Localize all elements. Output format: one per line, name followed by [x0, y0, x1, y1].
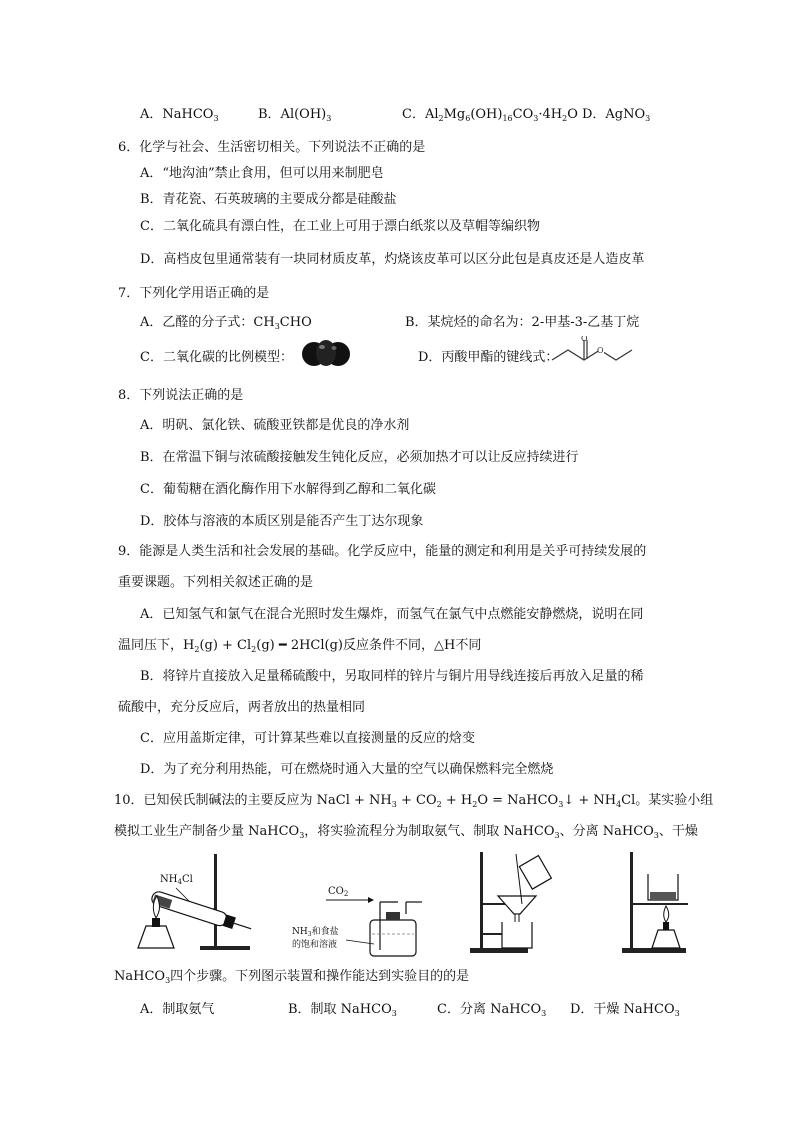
q5-option-c: C．$Al_2Mg_6(OH)_{16}CO_3\cdot 4H_2O$ — [402, 107, 578, 123]
q10-option-a: A．制取氨气 — [140, 1002, 215, 1017]
q8-option-a: A．明矾、氯化铁、硫酸亚铁都是优良的净水剂 — [140, 418, 410, 433]
q7-option-a: A．乙醛的分子式：$CH_3CHO$ — [140, 315, 312, 331]
q8-option-b: B．在常温下铜与浓硫酸接触发生钝化反应，必须加热才可以让反应持续进行 — [140, 450, 579, 465]
apparatus-a-heating-nh4cl — [130, 848, 260, 958]
apparatus-d-drying — [618, 850, 708, 955]
q5-option-a: A．NaHCO$_3$ — [140, 107, 219, 123]
q9-option-b-line2: 硫酸中，充分反应后，两者放出的热量相同 — [118, 700, 366, 715]
q10-option-d: D．干燥 NaHCO$_3$ — [570, 1002, 680, 1018]
methyl-propanoate-skeletal-formula — [548, 336, 640, 370]
q6-option-b: B．青花瓷、石英玻璃的主要成分都是硅酸盐 — [140, 192, 397, 207]
q10-option-b: B．制取 NaHCO$_3$ — [288, 1002, 397, 1018]
q8-option-c: C．葡萄糖在酒化酶作用下水解得到乙醇和二氧化碳 — [140, 482, 436, 497]
q6-option-a: A．“地沟油”禁止食用，但可以用来制肥皂 — [140, 166, 384, 181]
q6-option-d: D．高档皮包里通常装有一块同材质皮革，灼烧该皮革可以区分此包是真皮还是人造皮革 — [140, 252, 645, 267]
svg-text:NH3和食盐: $NH_3$和食盐 — [292, 927, 339, 938]
q5-option-d: D．AgNO$_3$ — [582, 107, 651, 123]
co2-space-filling-model — [300, 337, 352, 369]
q8-stem: 8．下列说法正确的是 — [118, 388, 244, 403]
q6-stem: 6．化学与社会、生活密切相关。下列说法不正确的是 — [118, 140, 426, 155]
q7-option-c: C．二氧化碳的比例模型： — [140, 350, 293, 365]
q9-stem-line1: 9．能源是人类生活和社会发展的基础。化学反应中，能量的测定和利用是关乎可持续发展的 — [118, 544, 647, 559]
q5-option-b: B．$Al(OH)_3$ — [258, 107, 332, 123]
q10-option-c: C．分离 NaHCO$_3$ — [437, 1002, 547, 1018]
apparatus-b-co2-bubbling — [288, 878, 428, 958]
q9-stem-line2: 重要课题。下列相关叙述正确的是 — [118, 575, 314, 590]
q9-option-d: D．为了充分利用热能，可在燃烧时通入大量的空气以确保燃料完全燃烧 — [140, 762, 554, 777]
q10-stem-line3: NaHCO$_3$四个步骤。下列图示装置和操作能达到实验目的的是 — [114, 969, 470, 985]
svg-text:O: O — [581, 336, 588, 343]
apparatus-c-filtration — [470, 850, 570, 955]
q9-option-a-line2: 温同压下，$H_2(g) + Cl_2(g)$ ━ 2HCl(g)反应条件不同，△H不同 — [118, 638, 482, 654]
svg-text:NH4Cl: $NH_4Cl$ — [160, 874, 193, 886]
svg-text:CO2: $CO_2$ — [328, 886, 349, 898]
svg-text:的饱和溶液: 的饱和溶液 — [292, 940, 338, 950]
q9-option-a-line1: A．已知氢气和氯气在混合光照时发生爆炸，而氢气在氯气中点燃能安静燃烧，说明在同 — [140, 607, 644, 622]
q9-option-c: C．应用盖斯定律，可计算某些难以直接测量的反应的焓变 — [140, 731, 475, 746]
q8-option-d: D．胶体与溶液的本质区别是能否产生丁达尔现象 — [140, 514, 424, 529]
q10-stem-line1: 10．已知侯氏制碱法的主要反应为 NaCl + $NH_3 + CO_2 + H_2O$ = NaHCO$_3$↓ + $NH_4Cl$。某实验小组 — [114, 793, 714, 809]
q6-option-c: C．二氧化硫具有漂白性，在工业上可用于漂白纸浆以及草帽等编织物 — [140, 219, 540, 234]
q7-stem: 7．下列化学用语正确的是 — [118, 286, 270, 301]
q7-option-d: D．丙酸甲酯的键线式： — [418, 350, 559, 365]
q10-stem-line2: 模拟工业生产制备少量 NaHCO$_3$，将实验流程分为制取氨气、制取 NaHCO$_3$、分离 NaHCO$_3$、干燥 — [114, 824, 698, 840]
q9-option-b-line1: B．将锌片直接放入足量稀硫酸中，另取同样的锌片与铜片用导线连接后再放入足量的稀 — [140, 669, 644, 684]
svg-text:O: O — [597, 346, 604, 355]
q7-option-b: B．某烷烃的命名为：2-甲基-3-乙基丁烷 — [405, 315, 640, 330]
